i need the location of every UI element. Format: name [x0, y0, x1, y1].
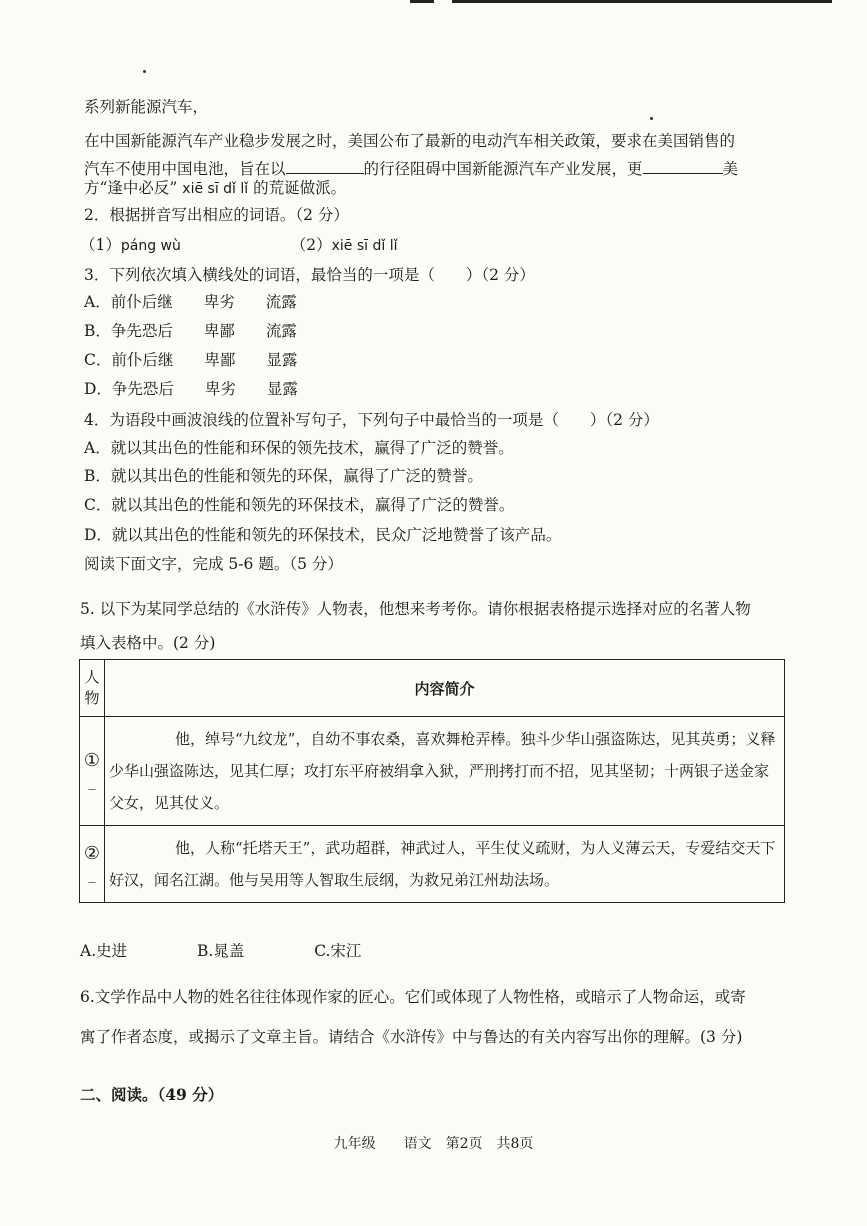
question-3-option: C．前仆后继 卑鄙 显露 — [84, 351, 298, 369]
question-3-option: D．争先恐后 卑劣 显露 — [84, 380, 298, 398]
pinyin-text: páng wù — [120, 238, 181, 254]
question-2-items: （1）páng wù （2）xiē sī dǐ lǐ — [80, 236, 398, 254]
character-table — [79, 659, 785, 903]
passage-line: 系列新能源汽车， — [84, 98, 209, 116]
table-header-summary: 内容简介 — [105, 660, 785, 717]
question-3-stem: 3．下列依次填入横线处的词语，最恰当的一项是（ ）（2 分） — [84, 266, 535, 284]
scan-edge-mark-right — [452, 0, 832, 3]
question-3-option: B．争先恐后 卑鄙 流露 — [84, 322, 297, 340]
pinyin-text: xiē sī dǐ lǐ — [182, 181, 249, 197]
question-4-stem: 4．为语段中画波浪线的位置补写句子，下列句子中最恰当的一项是（ ）（2 分） — [84, 411, 659, 429]
table-header-character: 人物 — [80, 660, 105, 717]
page-footer: 九年级 语文 第2页 共8页 — [333, 1136, 534, 1152]
question-5-stem: 填入表格中。(2 分) — [80, 634, 216, 652]
answer-blank[interactable] — [643, 157, 723, 174]
passage-line: 方“逢中必反” xiē sī dǐ lǐ 的荒诞做派。 — [84, 179, 347, 197]
question-2-stem: 2．根据拼音写出相应的词语。（2 分） — [84, 206, 349, 224]
character-summary: 他，绰号“九纹龙”，自幼不事农桑，喜欢舞枪弄棒。独斗少华山强盗陈达，见其英勇；义释少华山强盗陈达，见其仁厚；攻打东平府被绢拿入狱，严刑拷打而不招，见其坚韧；十两银子送金家父女，见其仗义。 — [105, 717, 785, 826]
pinyin-text: xiē sī dǐ lǐ — [331, 238, 398, 254]
question-4-option: D．就以其出色的性能和领先的环保技术，民众广泛地赞誉了该产品。 — [84, 526, 562, 544]
scan-edge-mark-left — [410, 0, 434, 3]
question-5-stem: 5. 以下为某同学总结的《水浒传》人物表，他想来考考你。请你根据表格提示选择对应的名著人物 — [80, 600, 751, 618]
question-6-stem: 寓了作者态度，或揭示了文章主旨。请结合《水浒传》中与鲁达的有关内容写出你的理解。(3 分) — [80, 1028, 743, 1046]
table-row — [80, 717, 785, 826]
question-4-option: A．就以其出色的性能和环保的领先技术，赢得了广泛的赞誉。 — [84, 439, 514, 457]
character-blank[interactable]: ② _ — [80, 826, 105, 903]
passage-line: 在中国新能源汽车产业稳步发展之时，美国公布了最新的电动汽车相关政策，要求在美国销售的 — [84, 132, 736, 150]
question-6-stem: 6.文学作品中人物的姓名往往体现作家的匠心。它们或体现了人物性格，或暗示了人物命运，或寄 — [80, 988, 746, 1006]
question-4-option: B．就以其出色的性能和领先的环保，赢得了广泛的赞誉。 — [84, 467, 483, 485]
reading-intro: 阅读下面文字，完成 5-6 题。（5 分） — [84, 555, 343, 573]
question-4-option: C．就以其出色的性能和领先的环保技术，赢得了广泛的赞誉。 — [84, 496, 515, 514]
table-header-row — [80, 660, 785, 717]
character-summary: 他，人称“托塔天王”，武功超群，神武过人，平生仗义疏财，为人义薄云天，专爱结交天下好汉，闻名江湖。他与吴用等人智取生辰纲，为救兄弟江州劫法场。 — [105, 826, 785, 903]
table-row — [80, 826, 785, 903]
question-5-choices: A.史进 B.晁盖 C.宋江 — [80, 942, 362, 960]
section-heading: 二、阅读。（49 分） — [80, 1085, 224, 1104]
scan-speck — [143, 70, 146, 73]
passage-line: 汽车不使用中国电池，旨在以 的行径阻碍中国新能源汽车产业发展，更 美 — [84, 157, 797, 180]
answer-blank[interactable] — [286, 157, 364, 174]
question-3-option: A．前仆后继 卑劣 流露 — [84, 293, 297, 311]
character-blank[interactable]: ① _ — [80, 717, 105, 826]
